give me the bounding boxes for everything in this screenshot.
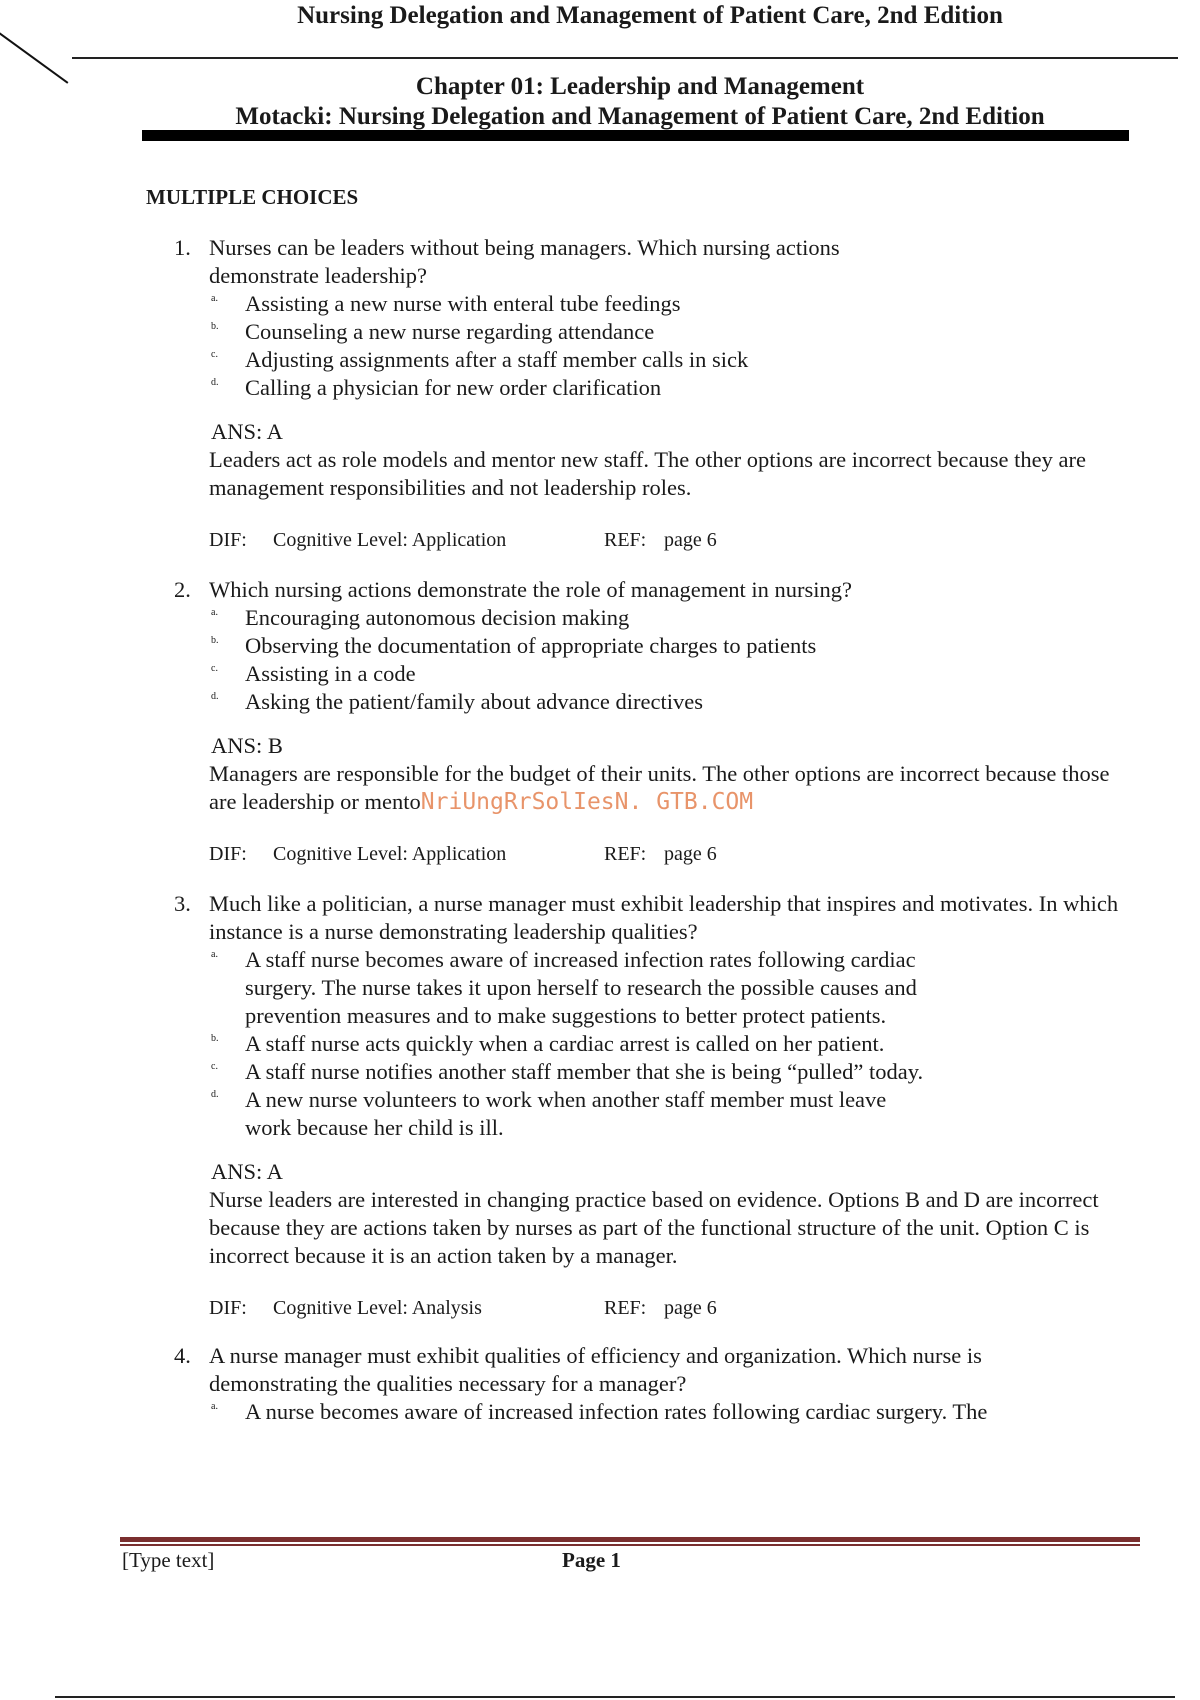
option-letter: b.: [211, 321, 219, 332]
dif-value: Cognitive Level: Application: [273, 529, 507, 551]
footer-rule: [120, 1537, 1140, 1542]
option-a: [209, 946, 945, 1030]
option-text: A staff nurse notifies another staff member that she is being “pulled” today.: [245, 1059, 924, 1084]
option-d: [209, 374, 1134, 402]
question-3: [174, 890, 1134, 1322]
question-stem: Nurses can be leaders without being managers. Which nursing actions demonstrate leadership?: [209, 235, 840, 288]
option-text: Calling a physician for new order clarification: [245, 375, 662, 400]
option-text: Assisting in a code: [245, 661, 416, 686]
dif-value: Cognitive Level: Analysis: [273, 1297, 482, 1319]
option-text: Assisting a new nurse with enteral tube feedings: [245, 291, 681, 316]
dif-label: DIF:: [209, 843, 247, 865]
option-a: [209, 604, 1134, 632]
option-text: A staff nurse acts quickly when a cardiac arrest is called on her patient.: [245, 1031, 885, 1056]
ref-value: page 6: [664, 529, 717, 551]
option-text: Observing the documentation of appropriate charges to patients: [245, 633, 817, 658]
option-letter: a.: [211, 949, 218, 960]
title-rule: [142, 130, 1129, 141]
footer-rule-thin: [120, 1544, 1140, 1546]
option-text: A nurse becomes aware of increased infection rates following cardiac surgery. The: [245, 1399, 988, 1424]
question-stem: Which nursing actions demonstrate the role of management in nursing?: [209, 577, 852, 602]
header-rule: [72, 57, 1178, 59]
option-text: Encouraging autonomous decision making: [245, 605, 630, 630]
question-number: 2.: [174, 577, 191, 602]
ref-value: page 6: [664, 1297, 717, 1319]
question-stem: A nurse manager must exhibit qualities of efficiency and organization. Which nurse is demonstrating the qualities necessary for a manager?: [209, 1343, 982, 1396]
option-text: A new nurse volunteers to work when another staff member must leave work because her child is ill.: [245, 1087, 887, 1140]
option-c: [209, 1058, 1134, 1086]
option-letter: a.: [211, 293, 218, 304]
page-number: Page 1: [562, 1548, 621, 1572]
option-c: [209, 660, 1134, 688]
ref-label: REF:: [604, 1297, 647, 1319]
question-meta: [209, 840, 1134, 868]
ref-value: page 6: [664, 843, 717, 865]
option-letter: b.: [211, 1033, 219, 1044]
ref-label: REF:: [604, 843, 647, 865]
option-text: Adjusting assignments after a staff member calls in sick: [245, 347, 749, 372]
option-letter: d.: [211, 691, 219, 702]
option-letter: d.: [211, 377, 219, 388]
watermark-text: NriUngRrSolIesN. GTB.COM: [420, 789, 754, 815]
option-d: [209, 688, 1134, 716]
running-header: Nursing Delegation and Management of Patient Care, 2nd Edition: [297, 2, 1003, 29]
question-2: [174, 576, 1134, 868]
corner-fold-line: [0, 28, 68, 84]
option-letter: c.: [211, 663, 218, 674]
rationale-text: Managers are responsible for the budget of their units. The other options are incorrect because those are leadership or mento: [209, 761, 1110, 814]
option-b: [209, 318, 1134, 346]
option-letter: b.: [211, 635, 219, 646]
dif-label: DIF:: [209, 529, 247, 551]
bottom-rule: [55, 1696, 1175, 1698]
ref-label: REF:: [604, 529, 647, 551]
answer: ANS: B: [211, 733, 283, 758]
option-text: A staff nurse becomes aware of increased infection rates following cardiac surgery. The nurse takes it upon herself to research the possible causes and prevention measures and to make suggestions to better protect patients.: [245, 947, 917, 1028]
question-meta: [209, 1294, 1134, 1322]
question-4: [174, 1342, 1134, 1426]
chapter-title-block: [140, 72, 1140, 132]
question-number: 4.: [174, 1343, 191, 1368]
rationale: Leaders act as role models and mentor new staff. The other options are incorrect because they are management responsibilities and not leadership roles.: [209, 447, 1086, 500]
answer: ANS: A: [211, 1159, 283, 1184]
chapter-title: Chapter 01: Leadership and Management: [415, 73, 865, 100]
dif-label: DIF:: [209, 1297, 247, 1319]
dif-value: Cognitive Level: Application: [273, 843, 507, 865]
question-number: 1.: [174, 235, 191, 260]
option-a: [209, 1398, 1134, 1426]
option-letter: a.: [211, 607, 218, 618]
option-letter: a.: [211, 1401, 218, 1412]
footer-placeholder: [Type text]: [122, 1548, 215, 1572]
question-stem: Much like a politician, a nurse manager must exhibit leadership that inspires and motivates. In which instance is a nurse demonstrating leadership qualities?: [209, 891, 1119, 944]
option-letter: c.: [211, 349, 218, 360]
answer: ANS: A: [211, 419, 283, 444]
rationale: Nurse leaders are interested in changing practice based on evidence. Options B and D are incorrect because they are actions taken by nurses as part of the functional structure of the unit. Option C is incorrect because it is an action taken by a manager.: [209, 1187, 1099, 1268]
option-letter: c.: [211, 1061, 218, 1072]
section-heading: MULTIPLE CHOICES: [146, 185, 359, 209]
option-text: Asking the patient/family about advance directives: [245, 689, 703, 714]
question-1: [174, 234, 1134, 554]
option-b: [209, 1030, 1134, 1058]
question-meta: [209, 526, 1134, 554]
option-d: [209, 1086, 935, 1142]
rationale: [209, 760, 1139, 816]
option-a: [209, 290, 1134, 318]
option-text: Counseling a new nurse regarding attendance: [245, 319, 655, 344]
question-number: 3.: [174, 891, 191, 916]
option-c: [209, 346, 1134, 374]
book-title: Motacki: Nursing Delegation and Management of Patient Care, 2nd Edition: [235, 103, 1045, 130]
option-letter: d.: [211, 1089, 219, 1100]
option-b: [209, 632, 1134, 660]
